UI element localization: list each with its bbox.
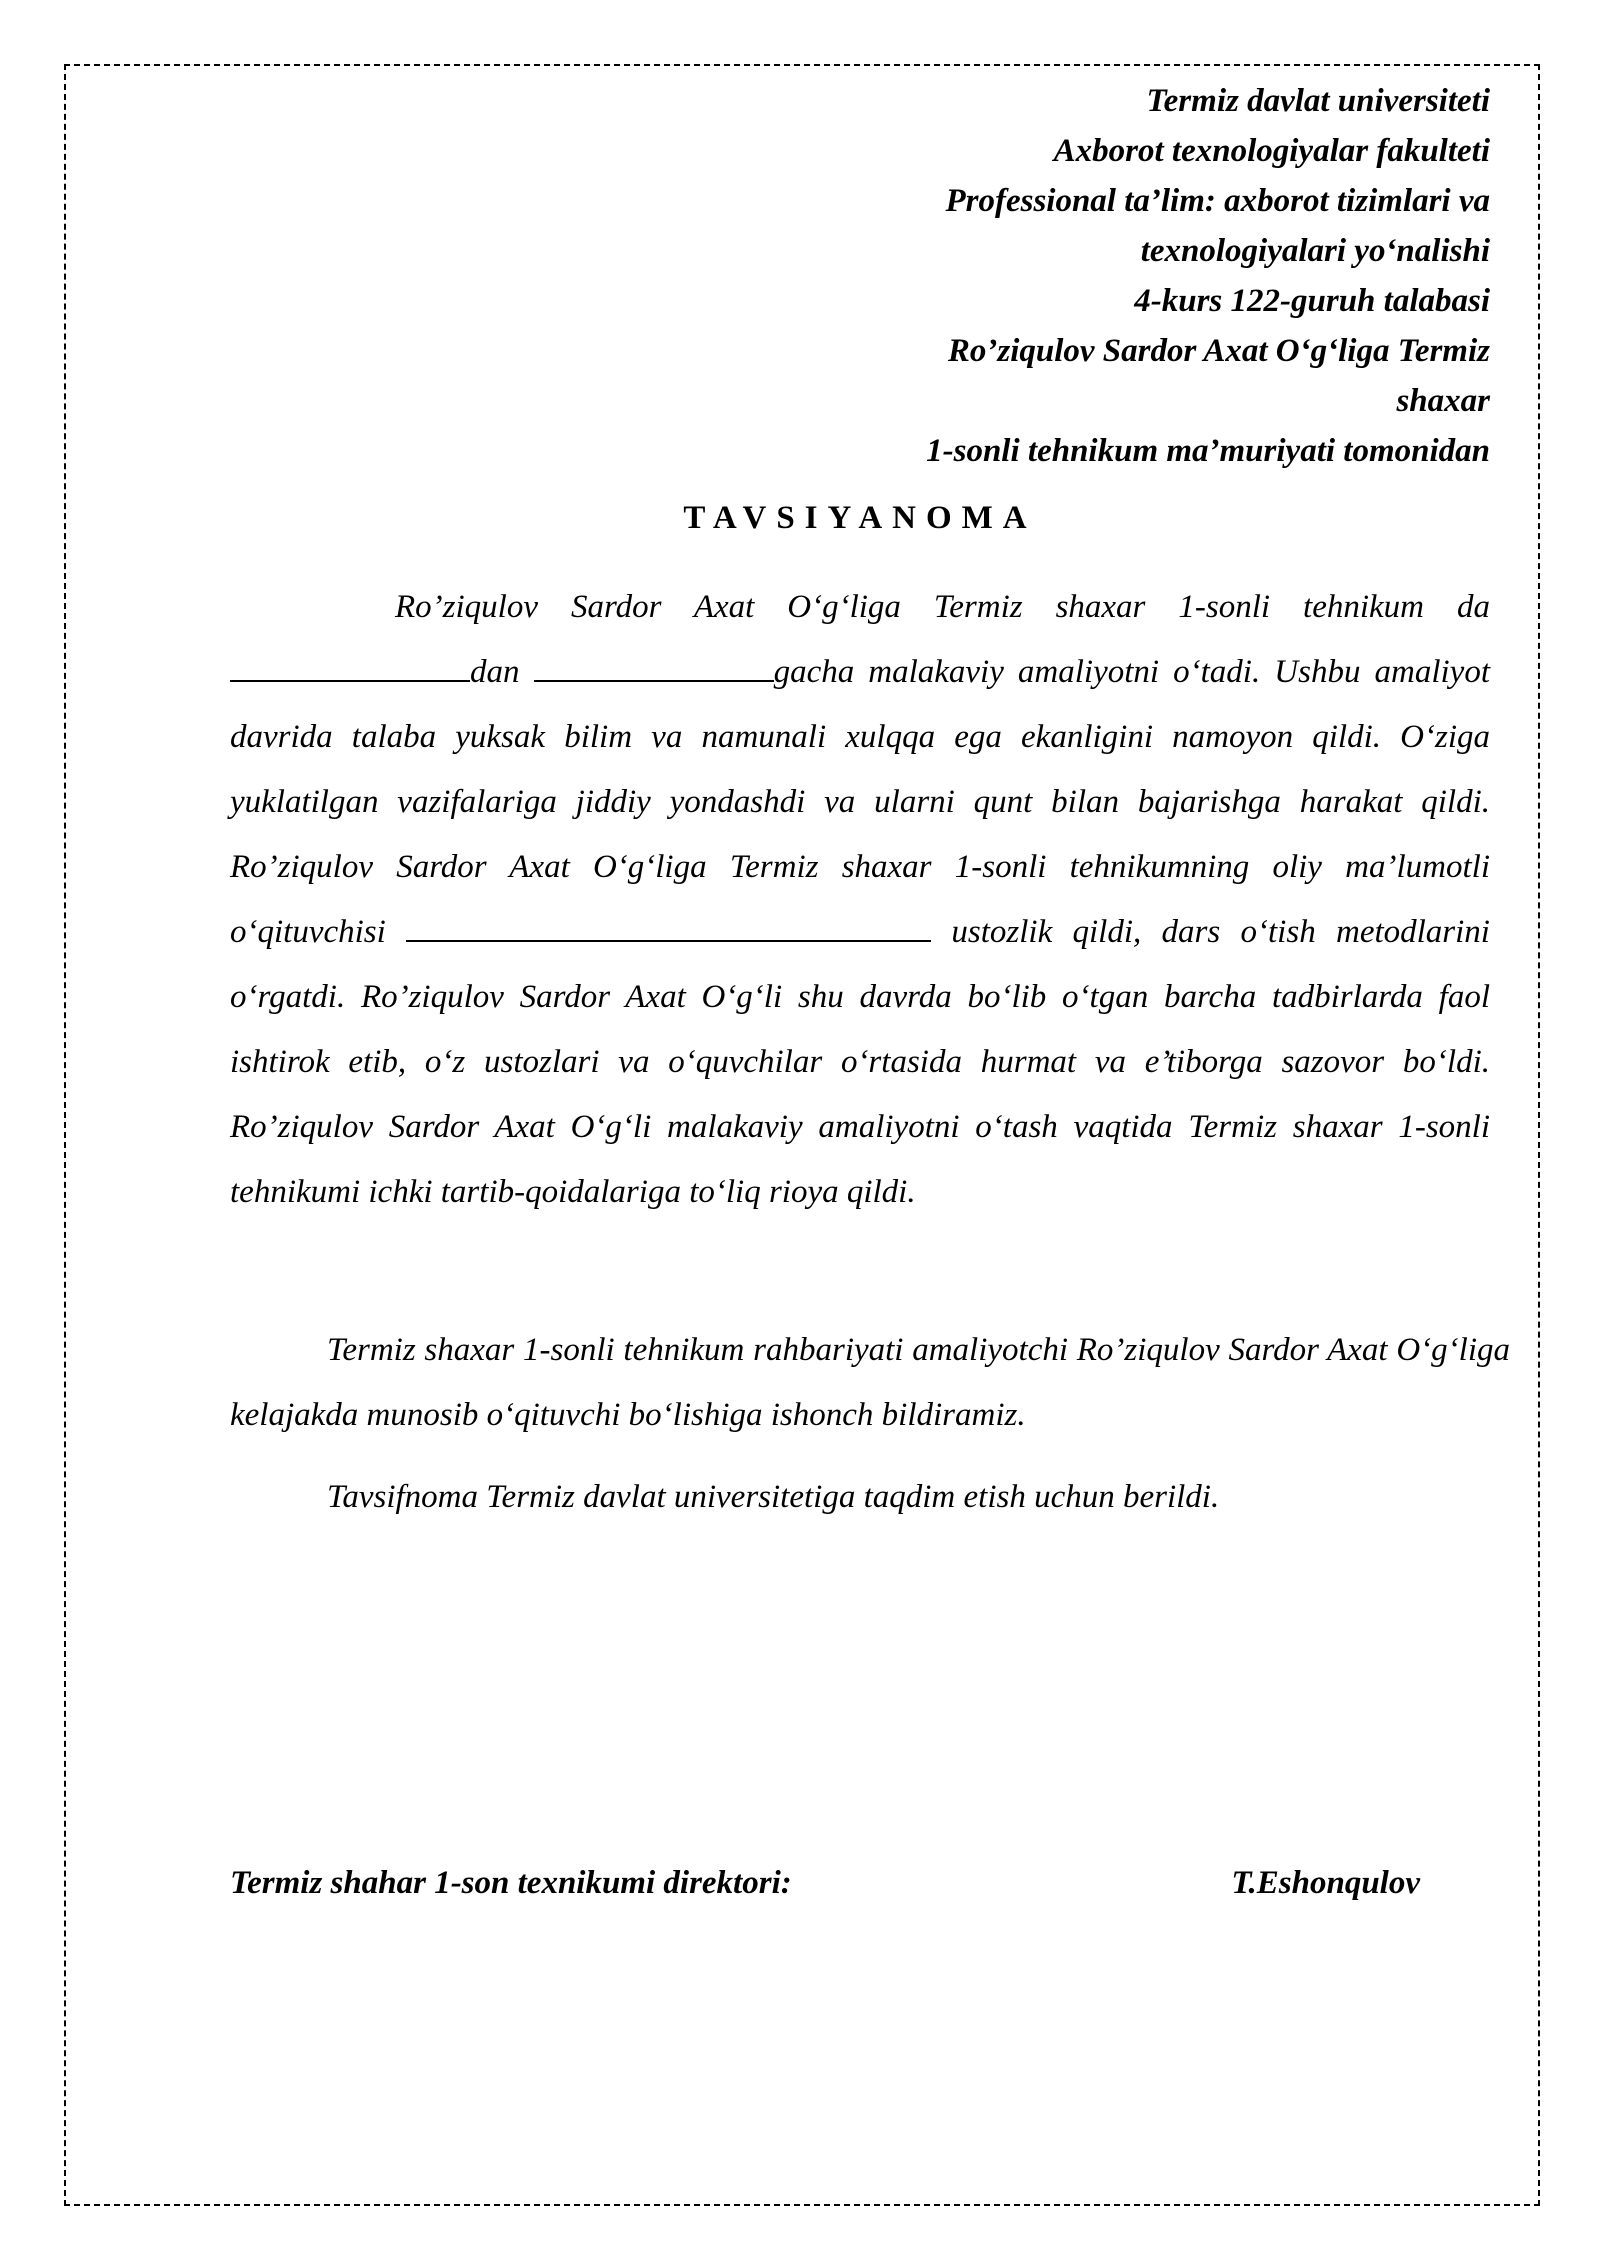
paragraph-main-intro: Ro’ziqulov Sardor Axat O‘g‘liga Termiz shaxar 1-sonli tehnikum da	[395, 589, 1490, 625]
paragraph-main	[230, 575, 1490, 1225]
date-to-blank	[534, 652, 774, 682]
header-block	[760, 76, 1490, 476]
document-title: TAVSIYANOMA	[683, 500, 1037, 536]
signature-name: T.Eshonqulov	[1231, 1865, 1420, 1901]
paragraph-purpose: Tavsifnoma Termiz davlat universitetiga taqdim etish uchun berildi.	[327, 1479, 1220, 1515]
header-course-group: 4-kurs 122-guruh talabasi	[1134, 283, 1490, 319]
paragraph-main-rest: ustozlik qildi, dars o‘tish metodlarini o‘rgatdi. Ro’ziqulov Sardor Axat O‘g‘li shu davrda bo‘lib o‘tgan barcha tadbirlarda faol ishtirok etib, o‘z ustozlari va o‘quvchilar o‘rtasida hurmat va e’tiborga sazovor bo‘ldi. Ro’ziqulov Sardor Axat O‘g‘li malakaviy amaliyotni o‘tash vaqtida Termiz shaxar 1-sonli tehnikumi ichki tartib-qoidalariga to‘liq rioya qildi.	[230, 914, 1490, 1210]
header-program-line-1: Professional ta’lim: axborot tizimlari va	[945, 183, 1490, 219]
header-administration: 1-sonli tehnikum ma’muriyati tomonidan	[926, 433, 1490, 469]
header-student-line-2: shaxar	[1396, 383, 1490, 419]
header-student-line-1: Ro’ziqulov Sardor Axat O‘g‘liga Termiz	[947, 333, 1490, 369]
header-faculty: Axborot texnologiyalar fakulteti	[1053, 133, 1490, 169]
date-from-blank	[230, 652, 470, 682]
paragraph-main-gacha: gacha malakaviy amaliyotni o‘tadi. Ushbu amaliyot davrida talaba yuksak bilim va namunali xulqqa ega ekanligini namoyon qildi. O‘ziga yuklatilgan vazifalariga jiddiy yondashdi va ularni qunt bilan bajarishga harakat qildi. Ro’ziqulov Sardor Axat O‘g‘liga Termiz shaxar 1-sonli tehnikumning oliy ma’lumotli o‘qituvchisi	[230, 654, 1490, 950]
mentor-name-blank	[406, 912, 931, 942]
signature-role: Termiz shahar 1-son texnikumi direktori:	[230, 1865, 792, 1901]
header-university: Termiz davlat universiteti	[1146, 83, 1490, 119]
paragraph-main-dan: dan	[470, 654, 534, 690]
header-program-line-2: texnologiyalari yo‘nalishi	[1140, 233, 1490, 269]
paragraph-confidence: Termiz shaxar 1-sonli tehnikum rahbariyati amaliyotchi Ro’ziqulov Sardor Axat O‘g‘liga kelajakda munosib o‘qituvchi bo‘lishiga ishonch bildiramiz.	[230, 1332, 1510, 1433]
